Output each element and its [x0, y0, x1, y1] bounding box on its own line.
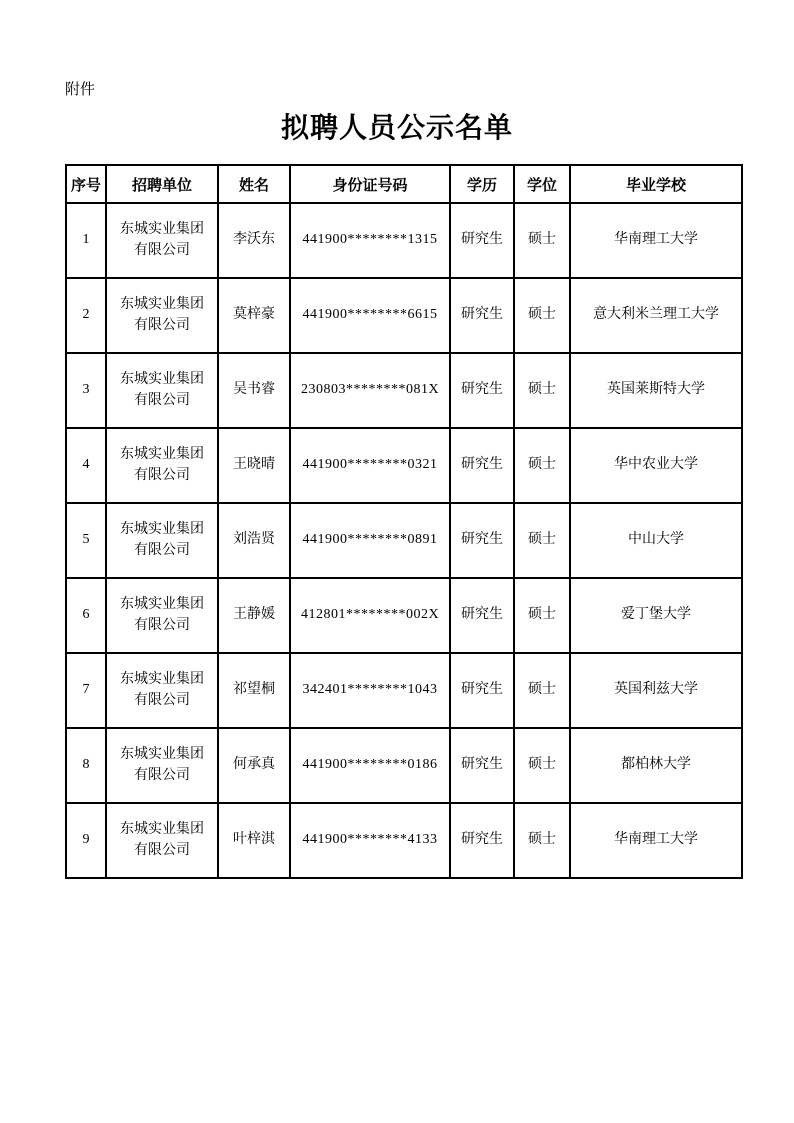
table-row [66, 203, 742, 278]
cell-school: 中山大学 [570, 503, 742, 578]
cell-school: 英国莱斯特大学 [570, 353, 742, 428]
cell-id-number: 441900********6615 [290, 278, 450, 353]
cell-name: 何承真 [218, 728, 290, 803]
cell-id-number: 441900********1315 [290, 203, 450, 278]
cell-unit: 东城实业集团有限公司 [106, 428, 218, 503]
cell-name: 李沃东 [218, 203, 290, 278]
cell-unit: 东城实业集团有限公司 [106, 653, 218, 728]
cell-degree: 硕士 [514, 278, 570, 353]
cell-id-number: 230803********081X [290, 353, 450, 428]
cell-education: 研究生 [450, 653, 514, 728]
table-header-row [66, 165, 742, 203]
table-row [66, 653, 742, 728]
column-header-name: 姓名 [218, 165, 290, 203]
attachment-label: 附件 [65, 82, 96, 98]
cell-id-number: 441900********0321 [290, 428, 450, 503]
cell-name: 吴书睿 [218, 353, 290, 428]
cell-unit: 东城实业集团有限公司 [106, 203, 218, 278]
cell-school: 华南理工大学 [570, 803, 742, 878]
cell-no: 1 [66, 203, 106, 278]
cell-no: 4 [66, 428, 106, 503]
cell-school: 华中农业大学 [570, 428, 742, 503]
cell-unit: 东城实业集团有限公司 [106, 728, 218, 803]
cell-id-number: 441900********0891 [290, 503, 450, 578]
roster-table [65, 164, 743, 879]
cell-school: 英国利兹大学 [570, 653, 742, 728]
column-header-no: 序号 [66, 165, 106, 203]
cell-no: 2 [66, 278, 106, 353]
cell-education: 研究生 [450, 203, 514, 278]
cell-degree: 硕士 [514, 203, 570, 278]
cell-no: 8 [66, 728, 106, 803]
cell-degree: 硕士 [514, 728, 570, 803]
table-row [66, 428, 742, 503]
cell-education: 研究生 [450, 503, 514, 578]
cell-education: 研究生 [450, 278, 514, 353]
cell-id-number: 412801********002X [290, 578, 450, 653]
cell-name: 刘浩贤 [218, 503, 290, 578]
cell-id-number: 441900********0186 [290, 728, 450, 803]
cell-degree: 硕士 [514, 578, 570, 653]
cell-no: 3 [66, 353, 106, 428]
cell-degree: 硕士 [514, 503, 570, 578]
cell-unit: 东城实业集团有限公司 [106, 353, 218, 428]
cell-no: 9 [66, 803, 106, 878]
cell-name: 王晓晴 [218, 428, 290, 503]
cell-unit: 东城实业集团有限公司 [106, 278, 218, 353]
cell-education: 研究生 [450, 428, 514, 503]
cell-school: 都柏林大学 [570, 728, 742, 803]
cell-id-number: 441900********4133 [290, 803, 450, 878]
cell-unit: 东城实业集团有限公司 [106, 803, 218, 878]
column-header-unit: 招聘单位 [106, 165, 218, 203]
column-header-degree: 学位 [514, 165, 570, 203]
cell-name: 祁望桐 [218, 653, 290, 728]
cell-education: 研究生 [450, 578, 514, 653]
cell-degree: 硕士 [514, 653, 570, 728]
cell-school: 爱丁堡大学 [570, 578, 742, 653]
cell-school: 华南理工大学 [570, 203, 742, 278]
page-title: 拟聘人员公示名单 [280, 112, 513, 143]
column-header-education: 学历 [450, 165, 514, 203]
cell-education: 研究生 [450, 803, 514, 878]
table-row [66, 803, 742, 878]
table-row [66, 353, 742, 428]
cell-no: 7 [66, 653, 106, 728]
column-header-school: 毕业学校 [570, 165, 742, 203]
cell-degree: 硕士 [514, 428, 570, 503]
table-row [66, 503, 742, 578]
table-row [66, 278, 742, 353]
cell-unit: 东城实业集团有限公司 [106, 578, 218, 653]
cell-unit: 东城实业集团有限公司 [106, 503, 218, 578]
cell-id-number: 342401********1043 [290, 653, 450, 728]
cell-education: 研究生 [450, 353, 514, 428]
table-row [66, 728, 742, 803]
cell-no: 6 [66, 578, 106, 653]
cell-degree: 硕士 [514, 353, 570, 428]
cell-name: 莫梓豪 [218, 278, 290, 353]
cell-education: 研究生 [450, 728, 514, 803]
cell-name: 王静媛 [218, 578, 290, 653]
table-row [66, 578, 742, 653]
cell-name: 叶梓淇 [218, 803, 290, 878]
cell-no: 5 [66, 503, 106, 578]
cell-school: 意大利米兰理工大学 [570, 278, 742, 353]
cell-degree: 硕士 [514, 803, 570, 878]
column-header-id: 身份证号码 [290, 165, 450, 203]
